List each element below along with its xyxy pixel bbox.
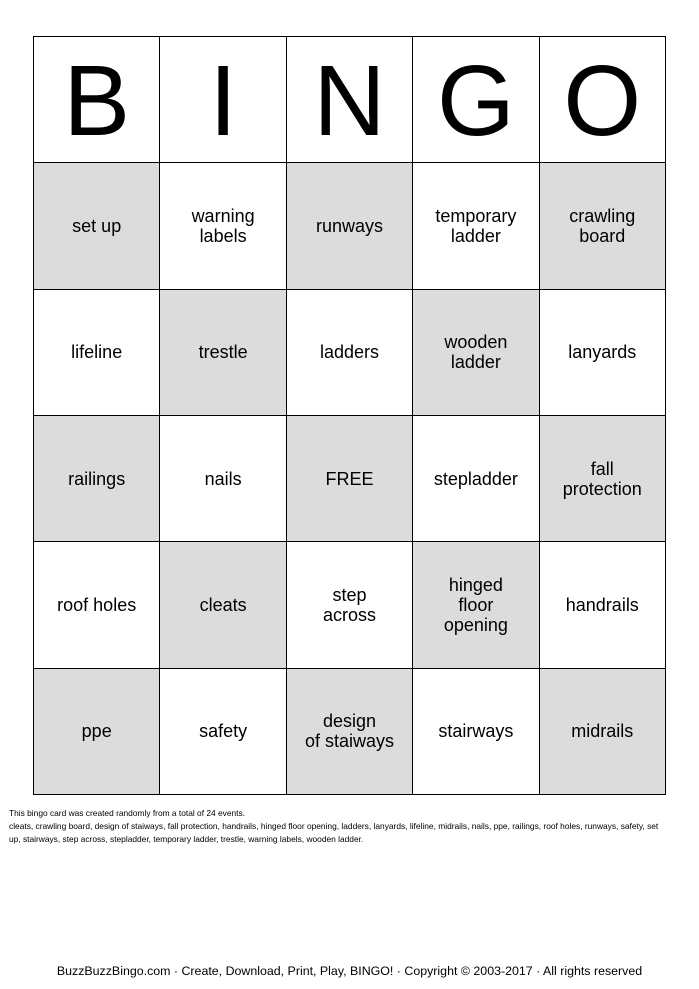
bingo-cell: handrails bbox=[540, 542, 666, 668]
header-letter-o: O bbox=[540, 37, 666, 163]
bingo-cell: trestle bbox=[160, 290, 286, 416]
bingo-cell: stepladder bbox=[413, 416, 539, 542]
event-list-text: cleats, crawling board, design of staiways, fall protection, handrails, hinged floor opening, ladders, lanyards, lifeline, midrails, nails, ppe, railings, roof holes, runways, safety, set up, stairways, step across, stepladder, temporary ladder, trestle, warning labels, wooden ladder. bbox=[9, 821, 659, 844]
bingo-cell: ladders bbox=[287, 290, 413, 416]
bingo-cell: hinged floor opening bbox=[413, 542, 539, 668]
card-generation-note bbox=[9, 807, 669, 846]
header-letter-g: G bbox=[413, 37, 539, 163]
bingo-cell: lanyards bbox=[540, 290, 666, 416]
bingo-cell: nails bbox=[160, 416, 286, 542]
bingo-cell: fall protection bbox=[540, 416, 666, 542]
bingo-cell: runways bbox=[287, 163, 413, 289]
bingo-cell: set up bbox=[34, 163, 160, 289]
bingo-cell: railings bbox=[34, 416, 160, 542]
bingo-cell: design of staiways bbox=[287, 669, 413, 795]
bingo-card bbox=[33, 36, 666, 795]
bingo-cell: wooden ladder bbox=[413, 290, 539, 416]
free-space-cell: FREE bbox=[287, 416, 413, 542]
header-letter-n: N bbox=[287, 37, 413, 163]
bingo-cell: cleats bbox=[160, 542, 286, 668]
header-letter-b: B bbox=[34, 37, 160, 163]
bingo-cell: ppe bbox=[34, 669, 160, 795]
bingo-cell: safety bbox=[160, 669, 286, 795]
bingo-cell: temporary ladder bbox=[413, 163, 539, 289]
bingo-cell: midrails bbox=[540, 669, 666, 795]
bingo-cell: step across bbox=[287, 542, 413, 668]
bingo-cell: roof holes bbox=[34, 542, 160, 668]
site-footer: BuzzBuzzBingo.com · Create, Download, Print, Play, BINGO! · Copyright © 2003-2017 · All rights reserved bbox=[56, 964, 643, 978]
event-count-text: This bingo card was created randomly from a total of 24 events. bbox=[9, 808, 246, 818]
bingo-cell: stairways bbox=[413, 669, 539, 795]
bingo-cell: lifeline bbox=[34, 290, 160, 416]
header-letter-i: I bbox=[160, 37, 286, 163]
bingo-cell: warning labels bbox=[160, 163, 286, 289]
bingo-cell: crawling board bbox=[540, 163, 666, 289]
